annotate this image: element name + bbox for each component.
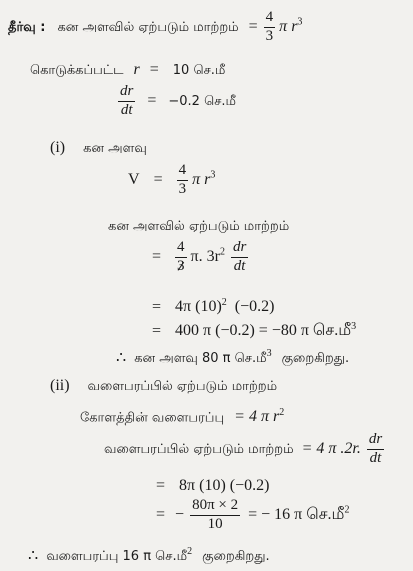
part1-text: கன அளவு	[83, 141, 147, 156]
pi-r: π r	[192, 170, 211, 188]
surface-formula: = 4 π r	[234, 408, 280, 426]
step3-line	[152, 322, 356, 339]
exponent: 3	[297, 16, 303, 28]
equals-sign: =	[156, 477, 166, 494]
part2-text: வளைபரப்பில் ஏற்படும் மாற்றம்	[87, 379, 278, 394]
volume-v: V	[128, 170, 140, 188]
surface-change-text: வளைபரப்பில் ஏற்படும் மாற்றம்	[104, 441, 294, 457]
surface-change-formula: = 4 π .2r.	[301, 439, 361, 457]
exponent: 3	[266, 348, 272, 359]
minus-sign: −	[175, 505, 185, 523]
equals-sign: =	[152, 298, 162, 316]
equals-sign: =	[147, 91, 157, 109]
change-volume-2	[108, 218, 289, 234]
step3-text: 400 π (−0.2) = −80 π செ.மீ	[175, 322, 352, 340]
change-volume-text: கன அளவில் ஏற்படும் மாற்றம்	[108, 219, 290, 234]
fraction	[175, 240, 187, 275]
equals-sign: =	[153, 170, 163, 188]
exponent: 2	[221, 297, 227, 308]
therefore-symbol: ∴	[28, 547, 39, 565]
exponent: 2	[279, 407, 285, 418]
equals-sign: =	[156, 505, 166, 523]
variable-r: r	[133, 61, 140, 78]
part2-line	[50, 378, 277, 394]
pi-3r: π. 3r	[190, 247, 220, 265]
drdt-fraction	[367, 432, 384, 467]
step2-text: 4π (10)	[175, 298, 222, 316]
conclusion2-line	[28, 547, 270, 564]
denominator: 10	[207, 515, 223, 532]
conclusion2-tail: குறைகிறது.	[202, 549, 270, 565]
exponent: 2	[344, 504, 350, 516]
s-step1-line	[156, 478, 269, 494]
equals-sign: =	[152, 322, 162, 340]
change-volume-text: கன அளவில் ஏற்படும் மாற்றம்	[57, 19, 239, 35]
part1-label: (i)	[50, 139, 66, 156]
surface-change-line	[104, 432, 384, 467]
numerator: dr	[367, 432, 384, 450]
conclusion1-text: கன அளவு 80 π செ.மீ	[134, 351, 267, 367]
surface-line	[80, 408, 284, 425]
fraction	[190, 498, 240, 533]
numerator: dr	[118, 84, 135, 102]
solution-line	[8, 10, 302, 45]
exponent: 2	[187, 546, 193, 557]
denominator: dt	[233, 257, 246, 274]
part1-line	[50, 140, 147, 156]
fraction	[264, 10, 276, 45]
denominator: 3	[178, 180, 187, 197]
fraction	[177, 163, 189, 198]
s-step2-tail: = − 16 π செ.மீ	[248, 505, 345, 523]
exponent: 3	[210, 169, 216, 181]
pi-r: π r	[279, 17, 298, 35]
s-step2-line	[156, 498, 349, 533]
exponent: 3	[351, 321, 357, 332]
drdt-fraction	[231, 240, 248, 275]
step2-line	[152, 298, 274, 315]
drdt-value: −0.2 செ.மீ	[168, 93, 237, 109]
numerator: 4	[175, 240, 187, 258]
equals-sign: =	[149, 61, 159, 78]
denominator-cancelled: 3	[177, 257, 185, 274]
s-step1-text: 8π (10) (−0.2)	[179, 477, 270, 494]
drdt-line	[118, 84, 236, 119]
given-line	[30, 62, 225, 78]
exponent: 2	[219, 246, 225, 258]
part2-label: (ii)	[50, 377, 70, 394]
denominator: 3	[265, 27, 274, 44]
denominator: dt	[369, 449, 382, 466]
conclusion2-text: வளைபரப்பு 16 π செ.மீ	[46, 549, 188, 565]
solution-label: தீர்வு :	[8, 19, 46, 35]
denominator: dt	[120, 101, 133, 118]
step2-tail: (−0.2)	[234, 298, 275, 316]
numerator: 4	[264, 10, 276, 28]
numerator: dr	[231, 240, 248, 258]
conclusion1-line	[116, 349, 349, 366]
conclusion1-tail: குறைகிறது.	[281, 351, 350, 367]
volume-formula	[128, 163, 215, 198]
equals-sign: =	[152, 247, 162, 265]
therefore-symbol: ∴	[116, 349, 127, 367]
equals-sign: =	[248, 17, 258, 35]
surface-text: கோளத்தின் வளைபரப்பு	[80, 410, 225, 426]
numerator: 80π × 2	[190, 498, 240, 516]
given-value: 10 செ.மீ	[172, 63, 226, 78]
numerator: 4	[177, 163, 189, 181]
given-text: கொடுக்கப்பட்ட	[30, 63, 124, 78]
step1-line	[152, 240, 248, 275]
drdt-fraction	[118, 84, 135, 119]
